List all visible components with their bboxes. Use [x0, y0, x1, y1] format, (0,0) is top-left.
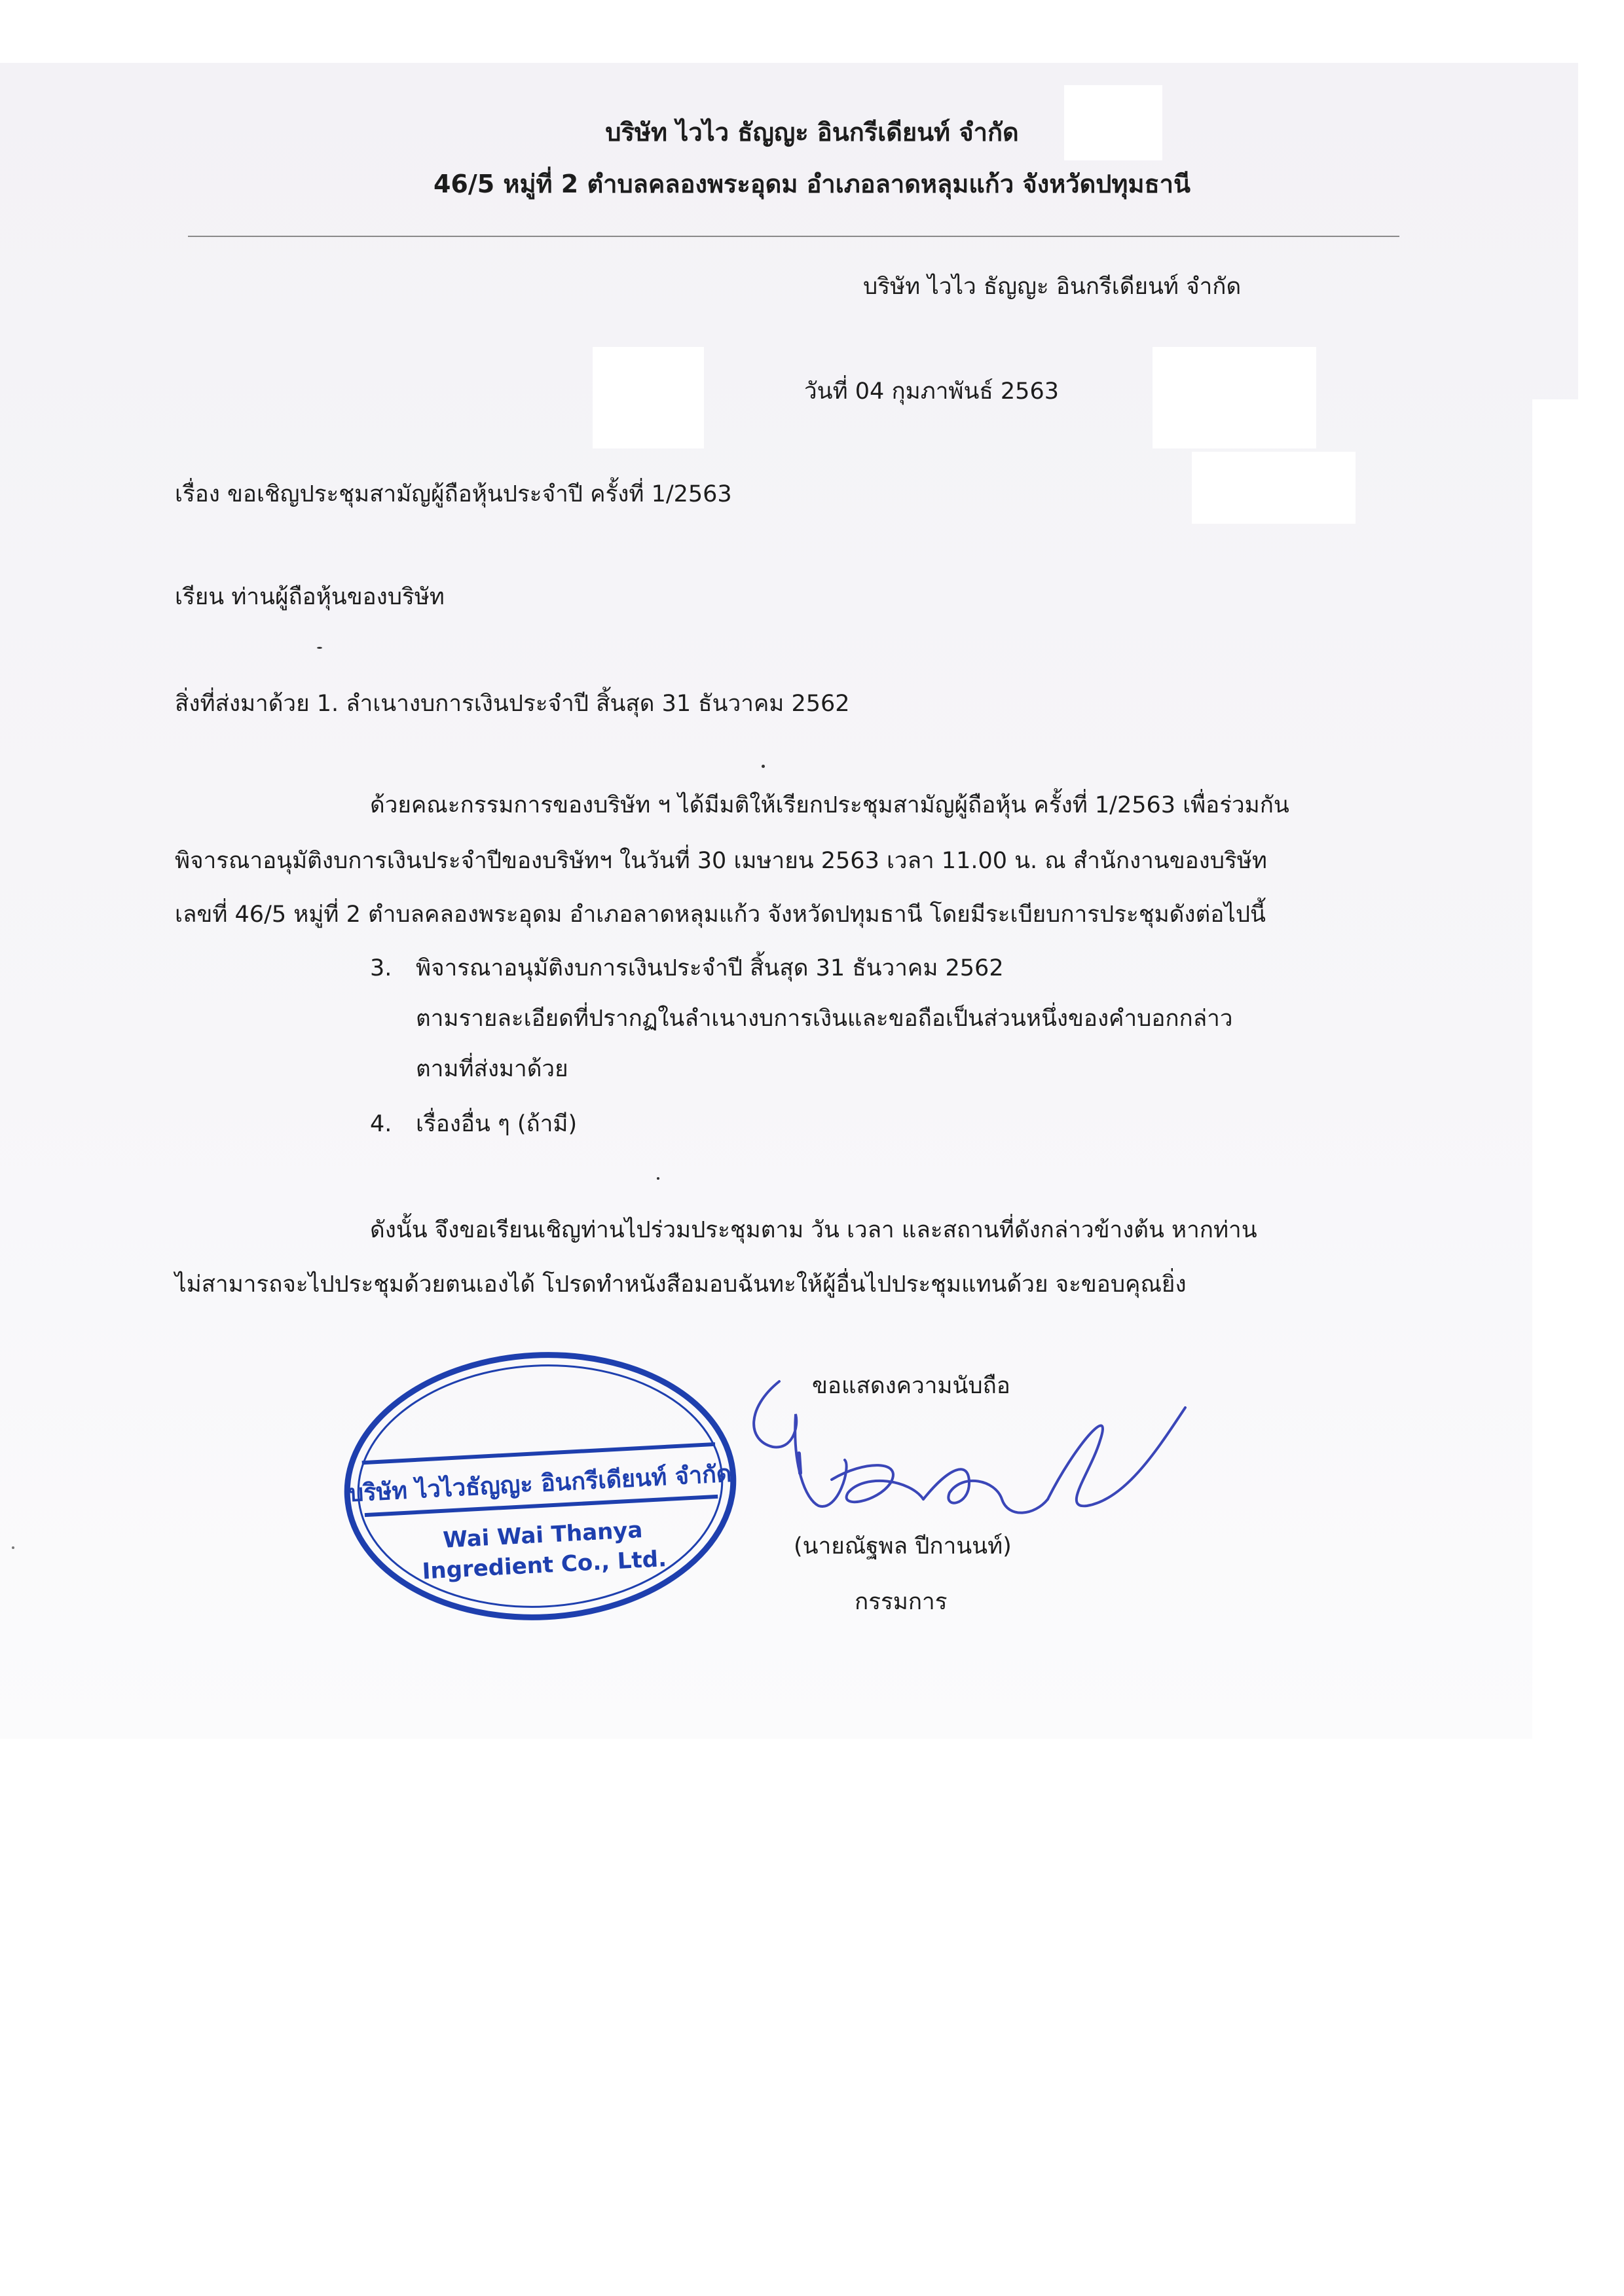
agenda-item-number: 3. [370, 955, 392, 981]
letterhead-divider [188, 236, 1399, 237]
signatory-name: (นายณัฐพล ปีกานนท์) [794, 1533, 1012, 1559]
redaction-patch [1532, 399, 1578, 1748]
agenda-item-line: เรื่องอื่น ๆ (ถ้ามี) [416, 1111, 578, 1137]
company-seal-stamp [341, 1349, 740, 1624]
closing-salutation: ขอแสดงความนับถือ [812, 1373, 1010, 1399]
body-paragraph-2-line-1: ดังนั้น จึงขอเรียนเชิญท่านไปร่วมประชุมตาม วัน เวลา และสถานที่ดังกล่าวข้างต้น หากท่าน [370, 1217, 1257, 1243]
agenda-item-line: ตามที่ส่งมาด้วย [416, 1056, 568, 1082]
scan-speck [762, 765, 765, 768]
letter-date: วันที่ 04 กุมภาพันธ์ 2563 [804, 378, 1059, 405]
letterhead-company-name: บริษัท ไวไว ธัญญะ อินกรีเดียนท์ จำกัด [605, 118, 1019, 147]
scan-speck [12, 1546, 14, 1549]
scan-speck [657, 1177, 659, 1180]
redaction-patch [1192, 452, 1356, 524]
stamp-thai-name: บริษัท ไวไวธัญญะ อินกรีเดียนท์ จำกัด [348, 1460, 733, 1508]
agenda-item-number: 4. [370, 1111, 392, 1137]
stamp-english-line-2: Ingredient Co., Ltd. [421, 1546, 667, 1585]
letterhead-address: 46/5 หมู่ที่ 2 ตำบลคลองพระอุดม อำเภอลาดหลุมแก้ว จังหวัดปทุมธานี [433, 170, 1190, 198]
letter-enclosure: สิ่งที่ส่งมาด้วย 1. ลำเนางบการเงินประจำปี สิ้นสุด 31 ธันวาคม 2562 [175, 691, 850, 717]
handwritten-signature [733, 1368, 1192, 1545]
letter-recipient: เรียน ท่านผู้ถือหุ้นของบริษัท [175, 584, 445, 610]
signatory-title: กรรมการ [855, 1589, 948, 1615]
scan-speck [317, 647, 322, 649]
agenda-item-line: พิจารณาอนุมัติงบการเงินประจำปี สิ้นสุด 31 ธันวาคม 2562 [416, 955, 1004, 981]
body-paragraph-1-line-3: เลขที่ 46/5 หมู่ที่ 2 ตำบลคลองพระอุดม อำเภอลาดหลุมแก้ว จังหวัดปทุมธานี โดยมีระเบียบการประชุมดังต่อไปนี้ [175, 902, 1266, 928]
letter-subject: เรื่อง ขอเชิญประชุมสามัญผู้ถือหุ้นประจำปี ครั้งที่ 1/2563 [175, 481, 732, 507]
stamp-english-line-1: Wai Wai Thanya [442, 1516, 644, 1554]
redaction-patch [1153, 347, 1316, 448]
body-paragraph-2-line-2: ไม่สามารถจะไปประชุมด้วยตนเองได้ โปรดทำหนังสือมอบฉันทะให้ผู้อื่นไปประชุมแทนด้วย จะขอบคุณยิ่ง [175, 1271, 1187, 1298]
body-paragraph-1-line-2: พิจารณาอนุมัติงบการเงินประจำปีของบริษัทฯ ในวันที่ 30 เมษายน 2563 เวลา 11.00 น. ณ สำนักงานของบริษัท [175, 848, 1267, 874]
redaction-patch [593, 347, 704, 448]
sender-company: บริษัท ไวไว ธัญญะ อินกรีเดียนท์ จำกัด [863, 274, 1242, 300]
agenda-item-line: ตามรายละเอียดที่ปรากฏในลำเนางบการเงินและขอถือเป็นส่วนหนึ่งของคำบอกกล่าว [416, 1006, 1233, 1032]
body-paragraph-1-line-1: ด้วยคณะกรรมการของบริษัท ฯ ได้มีมติให้เรียกประชุมสามัญผู้ถือหุ้น ครั้งที่ 1/2563 เพื่อร่วมกัน [370, 792, 1289, 818]
